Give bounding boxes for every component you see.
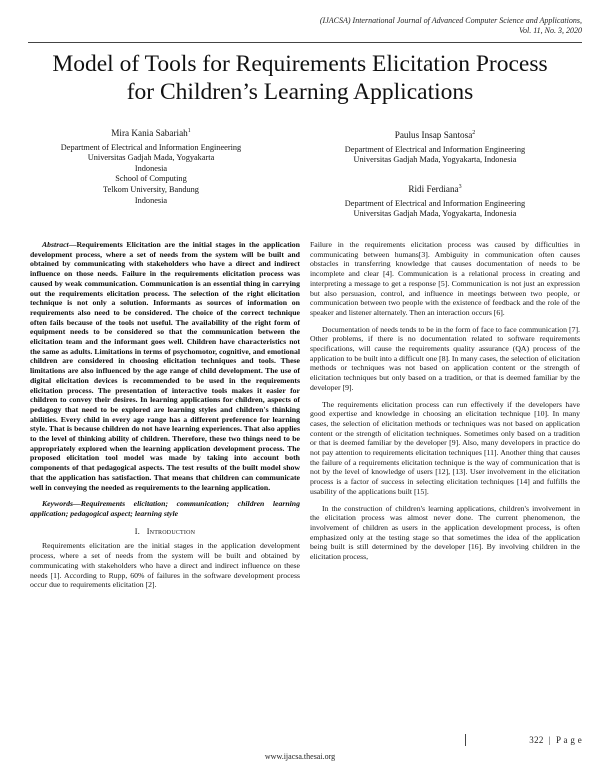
- page-label: P a g e: [555, 735, 582, 745]
- page-number-value: 322: [529, 735, 544, 745]
- footer-divider: [465, 734, 466, 746]
- abstract-label: Abstract: [42, 240, 69, 249]
- author-block-1: [38, 126, 264, 206]
- footer-url: www.ijacsa.thesai.org: [264, 752, 336, 761]
- affiliation-line: Department of Electrical and Information Engineering: [60, 142, 242, 152]
- author-name: Mira Kania Sabariah$^1$: [111, 128, 191, 139]
- body-paragraph: Requirements elicitation are the initial stages in the application development process, where a set of needs from the system will be built and obtained by communicating with stakeholders who have a direct and indirect influence on these needs [1]. According to Rupp, 60% of failures in the software development process occur due to requirements elicitation [2].: [30, 541, 300, 590]
- abstract: [30, 240, 300, 492]
- affiliation-line: Department of Electrical and Information Engineering: [344, 198, 526, 208]
- affiliation-line: School of Computing: [115, 174, 187, 184]
- journal-header: [320, 16, 582, 36]
- paper-title: [30, 50, 570, 106]
- title-line-1: Model of Tools for Requirements Elicitation Process: [52, 51, 548, 77]
- author-block-2: [290, 128, 580, 166]
- keywords: Keywords—Requirements elicitation; communication; children learning application; pedagogical aspect; learning style: [30, 499, 300, 518]
- left-column: [30, 240, 300, 590]
- author-block-3: [290, 182, 580, 220]
- header-divider: [28, 42, 582, 43]
- affiliation-line: Indonesia: [134, 163, 168, 173]
- author-name: Paulus Insap Santosa$^2$: [394, 130, 476, 141]
- journal-name: (IJACSA) International Journal of Advanced Computer Science and Applications,: [319, 16, 582, 25]
- affiliation-line: Department of Electrical and Information Engineering: [344, 144, 526, 154]
- affiliation-line: Universitas Gadjah Mada, Yogyakarta: [87, 153, 215, 163]
- journal-volume: Vol. 11, No. 3, 2020: [519, 26, 582, 35]
- abstract-text: —Requirements Elicitation are the initial stages in the application development process, where a set of needs from the system will be built and obtained by communicating with stakeholders who have a direct and indirect influence on those needs. Failure in the requirements elicitation process was caused by weak communication. Communication is an essential thing in carrying out the requirements elicitation process. The selection of the right elicitation technique is not only a solution. Informants as sources of information on requirements also need to be considered. The choice of the correct technique often fails because of the tools not useful. The availability of the right form of equipment needs to be considered so that the communication between the elicitation team and the informant goes well. Children have characteristics not the same as adults. Limitations in terms of psychomotor, cognitive, and emotional children are considered in choosing elicitation techniques and tools. These limitations are also influenced by the age range of child development. The use of digital elicitation devices is recommended to be used in the requirements elicitation process. The presentation of interactive tools makes it easier for children to convey their desires. In learning applications for children, aspects of pedagogy that need to be explored are learning styles and children's thinking abilities. Every child in every age range has a different preference for learning style. That is because children do not have learning experiences. That also applies to the level of thinking ability of children. Therefore, these two things need to be appropriately explored when the learning application development process. The proposed elicitation tool model was made by taking into account both components of that pedagogical aspects. The test results of the built model show that the application has satisfaction. That means that children can communicate well in conveying the needed as requirements to the learning application.: [30, 240, 300, 492]
- author-name: Ridi Ferdiana$^3$: [408, 184, 462, 195]
- body-paragraph: The requirements elicitation process can run effectively if the developers have good expertise and knowledge in choosing an elicitation technique [10]. In many cases, the selection of elicitation methods or techniques was not based on application content or the strength of elicitation techniques. Sometimes only based on a tradition or that is deemed familiar by the developer [9]. Also, many developers in practice do not pay attention to requirements elicitation techniques [11]. Another thing that causes the failure of a requirements elicitation technique is the way of communication that is not by the level of knowledge of users [12], [13]. User involvement in the elicitation process is a factor of success in selecting elicitation techniques [14] and fulfills the usability of the applications built [15].: [310, 399, 580, 496]
- title-line-2: for Children’s Learning Applications: [126, 79, 474, 105]
- affiliation-line: Universitas Gadjah Mada, Yogyakarta, Indonesia: [353, 209, 517, 219]
- affiliation-line: Indonesia: [134, 195, 168, 205]
- page-number: 322 | P a g e: [529, 735, 582, 745]
- body-paragraph: In the construction of children's learning applications, children's involvement in the elicitation process was almost never done. The current phenomenon, the involvement of children as users in the application development process, is often emphasized only at the testing stage so that sometimes the idea of the application being built is still determined by the developer [16]. By involving children in the elicitation process,: [310, 503, 580, 562]
- body-paragraph: Failure in the requirements elicitation process was caused by difficulties in communicating between humans[3]. Ambiguity in communication often causes obstacles in transferring knowledge that causes documentation of needs to be incomplete and clear [4]. Communication is a relational process in creating and interpreting a message to get a response [5]. Communication is not just an expression but also persuasion, control, and influence in meetings between two people, or communication between two people with the existence of feedback and the role of the speaker and listener alternately. Then an interaction occurs [6].: [310, 240, 580, 317]
- affiliation-line: Universitas Gadjah Mada, Yogyakarta, Indonesia: [353, 155, 517, 165]
- affiliation-line: Telkom University, Bandung: [103, 185, 199, 195]
- section-heading-introduction: I. Introduction: [134, 526, 196, 536]
- body-paragraph: Documentation of needs tends to be in the form of face to face communication [7]. Other problems, if there is no documentation related to software requirements specifications, will cause the requirements quality assurance (QA) process of the application to be built into a difficult one [8]. In many cases, the selection of elicitation methods or techniques was not based on application content or the strength of elicitation techniques but only based on a tradition, or that is deemed familiar by the developer [9].: [310, 324, 580, 392]
- right-column: [310, 240, 580, 562]
